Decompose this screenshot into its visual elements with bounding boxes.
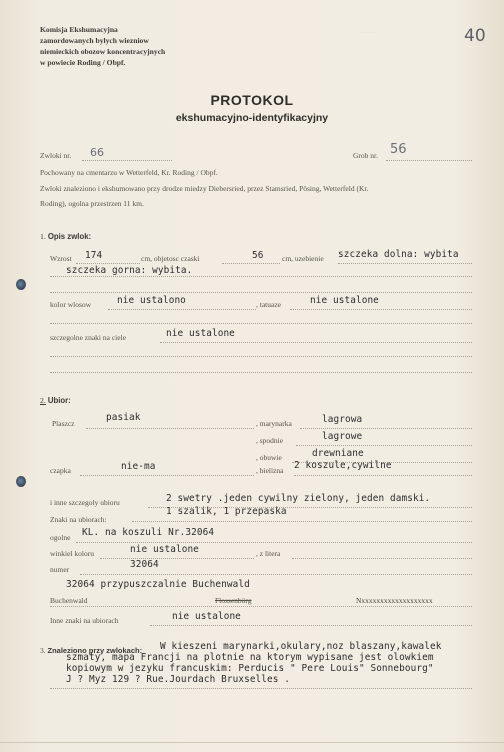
uzebienie-value-2: szczeka gorna: wybita. xyxy=(66,265,193,276)
ubior-heading-label: Ubior: xyxy=(47,396,71,405)
zwloki-value: 66 xyxy=(90,146,104,159)
struck-label: Nxxxxxxxxxxxxxxxxxxx xyxy=(356,596,433,605)
burial-text: Pochowany na cmentarzu w Wetterfeld, Kr. Roding / Obpf. xyxy=(40,168,218,177)
inne-znaki-label: Inne znaki na ubiorach xyxy=(50,616,119,625)
faint-stamp-mark: · · · · · xyxy=(360,30,376,36)
blank-line-4 xyxy=(50,372,472,373)
spodnie-label: , spodnie xyxy=(256,436,284,445)
zwloki3-line-3: kopiowym w jezyku francuskim: Perducis " Pere Louis" Sonnebourg" xyxy=(66,663,434,674)
inne-line-2 xyxy=(132,521,472,522)
flossenburg-label: Flossenbürg xyxy=(215,596,252,605)
czaska-value: 56 xyxy=(252,250,264,261)
found-text-2: Roding), ogolna przestrzen 11 km. xyxy=(40,199,144,208)
opis-heading-number: 1. xyxy=(40,232,46,241)
zwloki3-line-2: szmaty, mapa Francji na plotnie na ktorym wypisane jest olowkiem xyxy=(66,652,434,663)
zwloki-label: Zwloki nr. xyxy=(40,151,72,160)
zwloki-line xyxy=(82,160,172,161)
bielizna-value: 2 koszule,cywilne xyxy=(294,460,392,471)
wzrost-value: 174 xyxy=(85,250,103,261)
obuwie-value: drewniane xyxy=(312,448,364,459)
opis-heading-label: Opis zwlok: xyxy=(47,232,92,241)
czapka-label: czapka xyxy=(50,466,71,475)
plaszcz-value: pasiak xyxy=(106,412,141,423)
zwloki3-line-rule xyxy=(50,688,472,689)
kolor-label: kolor wlosow xyxy=(50,300,92,309)
litera-label: , z litera xyxy=(256,549,281,558)
wzrost-line xyxy=(76,263,140,264)
inne-value-2: 1 szalik, 1 przepaska xyxy=(166,506,287,517)
inne-znaki-value: nie ustalone xyxy=(172,611,241,622)
institution-header xyxy=(40,24,165,68)
inne-label: i inne szczegoly ubioru xyxy=(50,498,120,507)
zwloki3-heading-number: 3. xyxy=(40,646,46,655)
ubior-heading xyxy=(40,396,71,405)
document-title: PROTOKOL xyxy=(210,92,294,108)
litera-line xyxy=(292,558,472,559)
plaszcz-label: Plaszcz xyxy=(52,419,75,428)
tatuaze-line xyxy=(290,309,472,310)
institution-line-3: niemieckich obozow koncentracyjnych xyxy=(40,47,166,56)
marynarka-line xyxy=(300,428,472,429)
bielizna-line xyxy=(294,475,472,476)
blank-line-2 xyxy=(50,323,472,324)
wzrost-label: Wzrost xyxy=(50,254,72,263)
uzebienie-line-2 xyxy=(50,276,472,277)
blank-line-3 xyxy=(50,356,472,357)
plaszcz-line xyxy=(86,428,254,429)
uzebienie-line xyxy=(338,263,472,264)
znaki-label: szczegolne znaki na ciele xyxy=(50,333,126,342)
znaki-ubior-label: Znaki na ubiorach: xyxy=(50,515,107,524)
buchenwald-value: 32064 przypuszczalnie Buchenwald xyxy=(66,579,250,590)
tatuaze-label: , tatuaze xyxy=(256,300,281,309)
inne-value-1: 2 swetry .jeden cywilny zielony, jeden damski. xyxy=(166,493,431,504)
page-edge xyxy=(0,742,504,743)
spodnie-line xyxy=(296,445,472,446)
kolor-line xyxy=(108,309,256,310)
tatuaze-value: nie ustalone xyxy=(310,295,379,306)
opis-heading xyxy=(40,232,91,241)
ogolne-value: KL. na koszuli Nr.32064 xyxy=(82,527,215,538)
cm-label: cm, objetosc czaski xyxy=(141,254,200,263)
winkiel-label: winkiel koloru xyxy=(50,549,94,558)
punch-hole-icon xyxy=(16,476,26,487)
institution-line-2: zamordowanych bylych wiezniow xyxy=(40,36,149,45)
ogolne-line xyxy=(76,542,472,543)
ubior-heading-number: 2. xyxy=(40,396,46,405)
found-text-1: Zwloki znaleziono i ekshumowano przy drodze miedzy Diebersried, przez Stamsried, Pösing, Wetterfeld (Kr. xyxy=(40,184,369,193)
inne-znaki-line xyxy=(150,625,472,626)
page-number: 40 xyxy=(464,26,486,46)
grob-line xyxy=(386,160,472,161)
punch-hole-icon xyxy=(16,279,26,290)
znaki-value: nie ustalone xyxy=(166,328,235,339)
bielizna-label: , bielizna xyxy=(256,466,284,475)
marynarka-value: lagrowa xyxy=(322,414,363,425)
czapka-value: nie-ma xyxy=(121,461,156,472)
uzebienie-value-1: szczeka dolna: wybita xyxy=(338,249,459,260)
zwloki3-line-1: W kieszeni marynarki,okulary,noz blaszany,kawalek xyxy=(160,641,442,652)
zwloki3-heading-label: Znaleziono przy zwlokach: xyxy=(47,646,143,655)
grob-value: 56 xyxy=(390,142,407,157)
obuwie-label: , obuwie xyxy=(256,453,282,462)
kolor-value: nie ustalono xyxy=(117,295,186,306)
czaska-line xyxy=(222,263,280,264)
zwloki3-line-4: J ? Myz 129 ? Rue.Jourdach Bruxselles . xyxy=(66,674,291,685)
institution-line-4: w powiecie Roding / Obpf. xyxy=(40,58,126,67)
marynarka-label: , marynarka xyxy=(256,419,292,428)
ogolne-label: ogolne xyxy=(50,533,71,542)
numer-label: numer xyxy=(50,565,70,574)
winkiel-line xyxy=(100,558,254,559)
czapka-line xyxy=(80,475,254,476)
uzebienie-label: cm, uzebienie xyxy=(282,254,324,263)
institution-line-1: Komisja Ekshumacyjna xyxy=(40,25,118,34)
grob-label: Grob nr. xyxy=(353,151,378,160)
numer-line xyxy=(80,574,472,575)
camp-line xyxy=(50,606,472,607)
document-subtitle: ekshumacyjno-identyfikacyjny xyxy=(175,112,329,124)
spodnie-value: lagrowe xyxy=(322,431,363,442)
blank-line-1 xyxy=(50,292,472,293)
winkiel-value: nie ustalone xyxy=(130,544,199,555)
numer-value: 32064 xyxy=(130,559,159,570)
buchenwald-label: Buchenwald xyxy=(50,596,88,605)
znaki-line xyxy=(160,342,472,343)
